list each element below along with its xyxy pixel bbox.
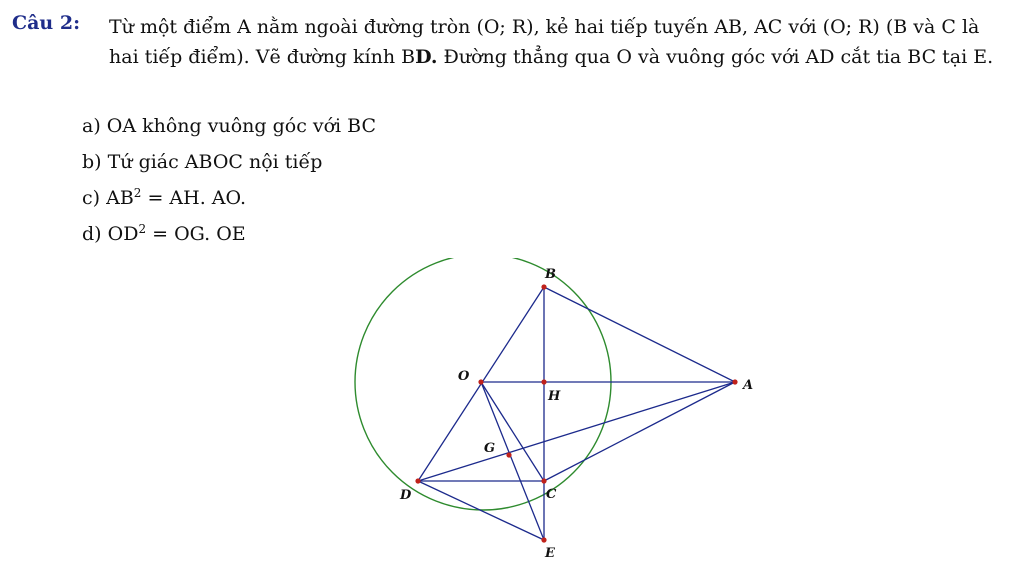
label-G: G: [484, 441, 496, 456]
geometry-figure: [340, 258, 780, 564]
stem-text-bold: D.: [415, 46, 438, 68]
line-AD: [418, 382, 735, 481]
stem-text-2: Đường thẳng qua O và vuông góc với AD cắt tia BC tại E.: [437, 46, 994, 68]
option-c-sup: 2: [133, 186, 142, 200]
line-OC: [481, 382, 544, 481]
point-C: [541, 478, 546, 483]
line-AC: [544, 382, 735, 481]
option-d: [82, 216, 376, 252]
point-O: [478, 379, 483, 384]
point-H: [541, 379, 546, 384]
option-b: b) Tứ giác ABOC nội tiếp: [82, 151, 323, 173]
options-list: [82, 108, 376, 252]
point-G: [506, 452, 511, 457]
label-B: B: [545, 267, 556, 282]
point-A: [732, 379, 737, 384]
label-O: O: [458, 369, 470, 384]
option-c-pre: c) AB: [82, 187, 134, 209]
line-AB: [544, 287, 735, 382]
option-a: a) OA không vuông góc với BC: [82, 115, 377, 137]
label-C: C: [546, 487, 557, 502]
option-d-sup: 2: [138, 222, 147, 236]
line-OE: [481, 382, 544, 540]
option-d-post: = OG. OE: [146, 223, 246, 245]
question-stem: [109, 12, 1007, 72]
label-E: E: [545, 546, 555, 561]
point-E: [541, 537, 546, 542]
question-label: Câu 2:: [12, 12, 81, 34]
label-D: D: [400, 488, 412, 503]
point-D: [415, 478, 420, 483]
label-H: H: [548, 389, 561, 404]
option-c: [82, 180, 376, 216]
option-c-post: = AH. AO.: [141, 187, 247, 209]
line-DE: [418, 481, 544, 540]
label-A: A: [743, 378, 754, 393]
stem-text-1: Từ một điểm A nằm ngoài đường tròn (O; R), kẻ hai tiếp tuyến AB, AC với (O; R) (B và C là hai tiếp điểm). Vẽ đường kính B: [109, 16, 980, 68]
option-d-pre: d) OD: [82, 223, 139, 245]
point-B: [541, 284, 546, 289]
